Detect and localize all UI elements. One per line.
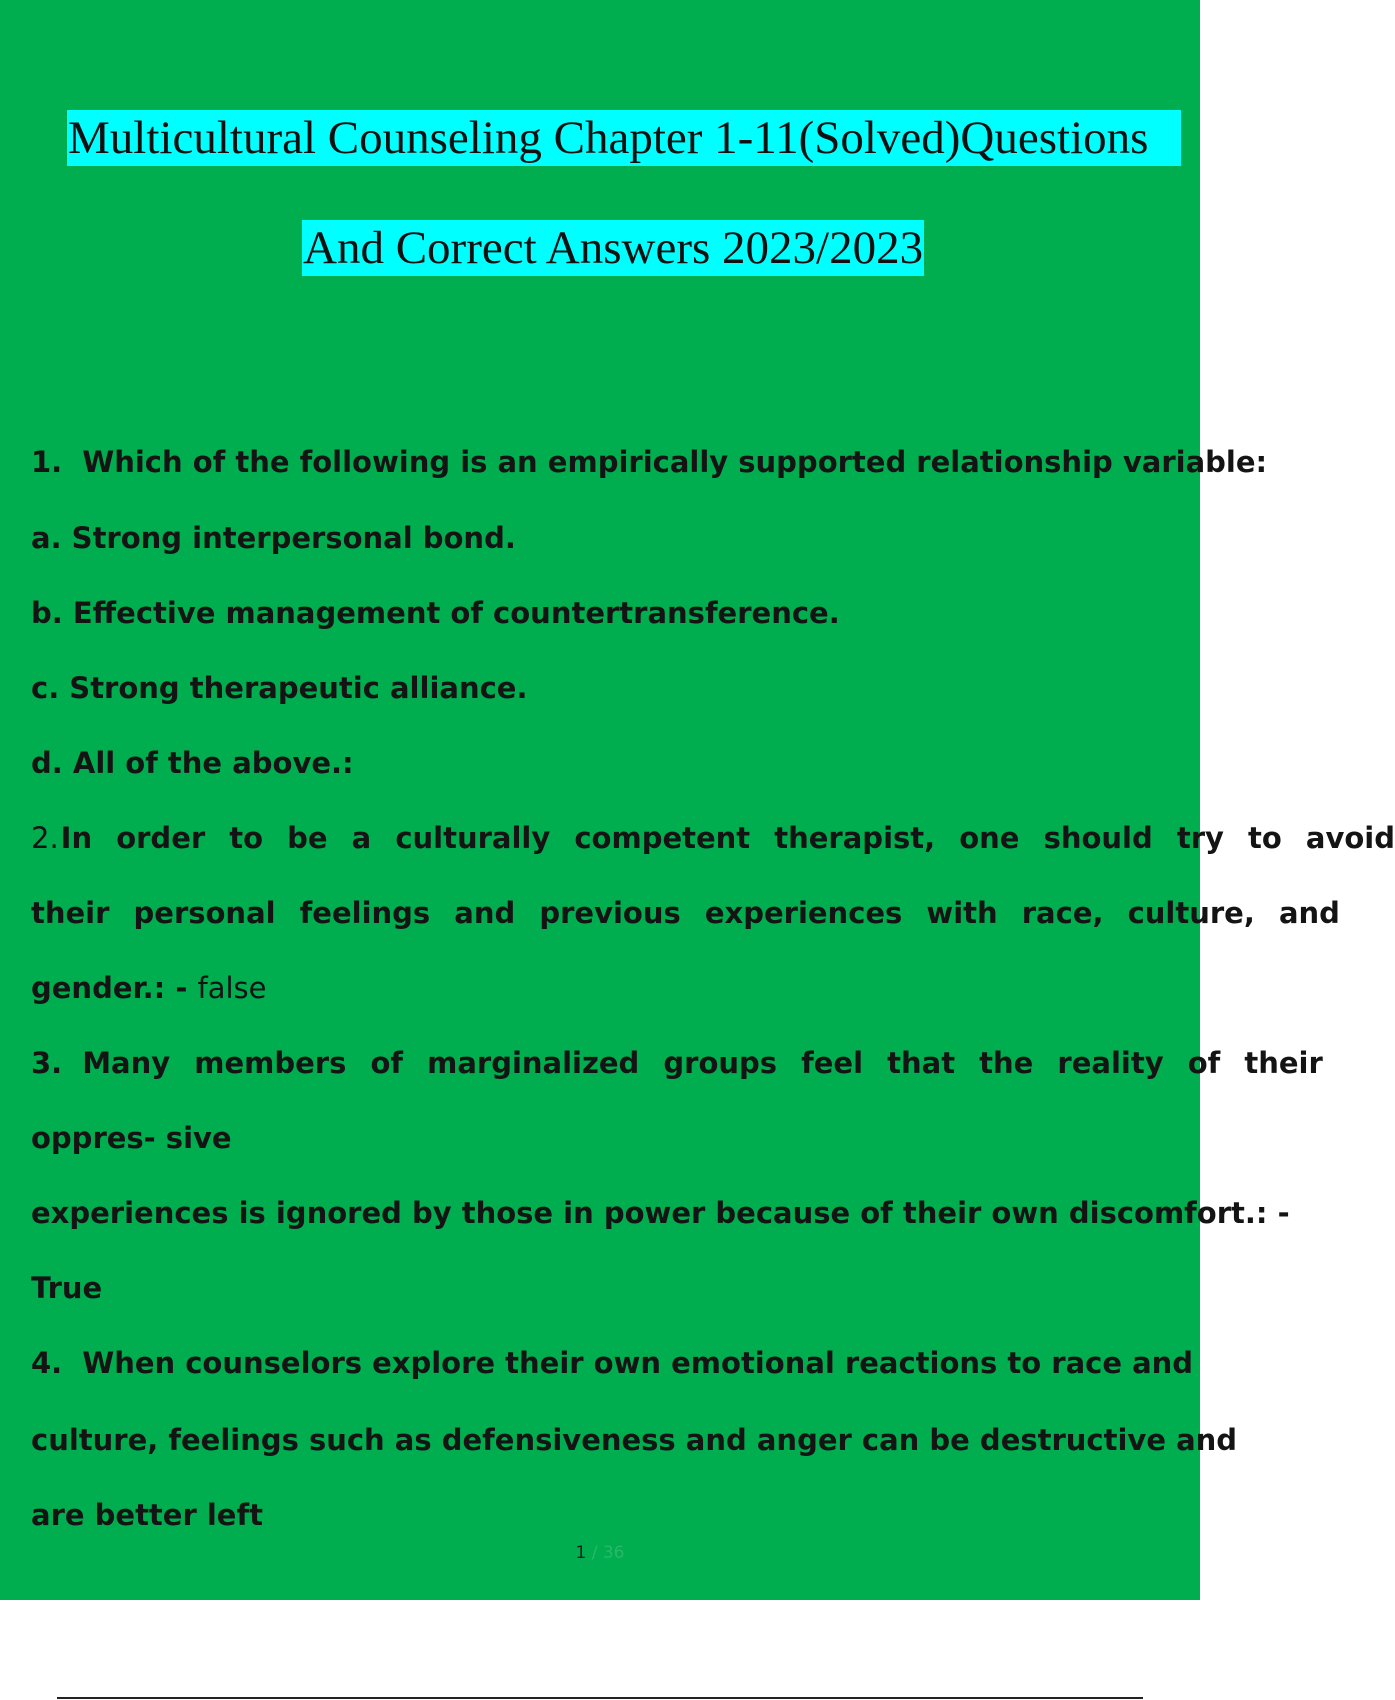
page-number-current: 1 [575, 1543, 587, 1563]
question-2-line-1 [31, 818, 1395, 858]
question-4-line-2: culture, feelings such as defensiveness and anger can be destructive and [31, 1423, 1238, 1457]
question-4-line-1 [31, 1343, 1193, 1383]
question-3-number: 3. [31, 1046, 63, 1080]
question-1-text: Which of the following is an empirically supported relationship variable: [82, 445, 1268, 479]
page-number-total: / 36 [586, 1543, 625, 1563]
page-number [0, 1543, 1200, 1563]
question-1-option-b: b. Effective management of countertransference. [31, 596, 840, 630]
question-2-line-2: their personal feelings and previous experiences with race, culture, and [31, 896, 1340, 930]
document-title-line-2: And Correct Answers 2023/2023 [303, 222, 924, 274]
question-1-option-c: c. Strong therapeutic alliance. [31, 671, 528, 705]
question-3-line-3: experiences is ignored by those in power because of their own discomfort.: - [31, 1196, 1290, 1230]
question-3-line-2: oppres- sive [31, 1121, 232, 1155]
question-4-number: 4. [31, 1346, 63, 1380]
question-4-text-line-1: When counselors explore their own emotional reactions to race and [82, 1346, 1194, 1380]
question-1-option-d: d. All of the above.: [31, 746, 354, 780]
question-2-text-line-3: gender.: - [31, 971, 198, 1005]
question-2-answer: false [197, 971, 267, 1005]
question-3-text-line-1: Many members of marginalized groups feel that the reality of their [82, 1046, 1323, 1080]
document-title-line-1: Multicultural Counseling Chapter 1-11(Solved)Questions [67, 110, 1181, 166]
question-4-line-3: are better left [31, 1498, 263, 1532]
question-3-answer: True [31, 1271, 103, 1305]
question-1-option-a: a. Strong interpersonal bond. [31, 521, 516, 555]
question-2-number: 2. [31, 821, 59, 855]
question-2-text-line-1: In order to be a culturally competent therapist, one should try to avoid [60, 821, 1395, 855]
page-divider [57, 1697, 1143, 1699]
question-3-line-1 [31, 1043, 1323, 1083]
question-1-number: 1. [31, 445, 63, 479]
question-1 [31, 442, 1267, 482]
question-2-line-3 [31, 968, 267, 1008]
